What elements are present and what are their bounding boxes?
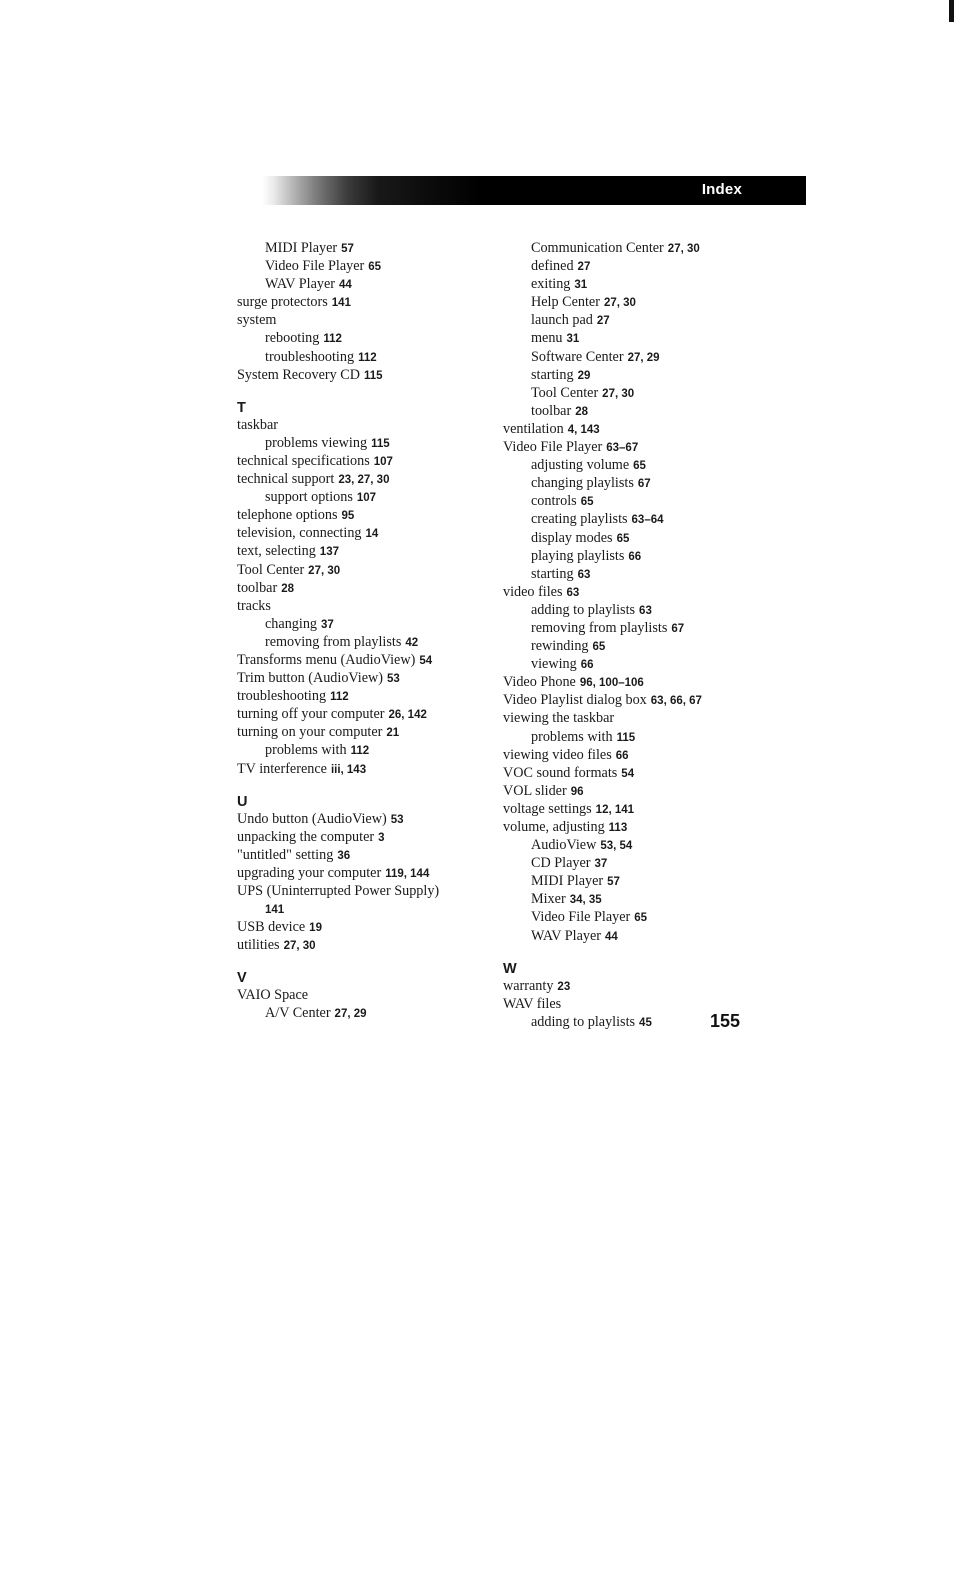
index-subentry: [237, 276, 497, 294]
index-entry: [503, 421, 793, 439]
index-term: Video File Player: [531, 909, 631, 926]
index-term: problems with: [265, 742, 347, 759]
index-page-ref: 57: [607, 876, 620, 889]
index-subentry: [503, 457, 793, 475]
index-entry: [237, 367, 497, 385]
index-term: VOL slider: [503, 782, 567, 799]
index-page-ref: 95: [341, 510, 355, 523]
index-term: unpacking the computer: [237, 828, 375, 845]
index-term: Video File Player: [503, 439, 603, 456]
page-edge-mark: [949, 0, 954, 22]
index-page-ref: 112: [330, 691, 349, 704]
index-term: menu: [531, 330, 563, 347]
index-term: utilities: [237, 937, 280, 954]
index-page-ref: 65: [616, 532, 630, 545]
index-subentry: [503, 566, 793, 584]
index-page-ref: 23: [557, 980, 571, 993]
index-term: adjusting volume: [531, 457, 630, 474]
index-term: surge protectors: [237, 294, 328, 311]
index-page-ref: 65: [634, 912, 648, 925]
index-term: Video Phone: [503, 674, 576, 691]
index-subentry: [237, 435, 497, 453]
index-term: adding to playlists: [531, 601, 636, 618]
index-term: rewinding: [531, 638, 589, 655]
index-term: television, connecting: [237, 525, 362, 542]
index-term: VAIO Space: [237, 987, 309, 1004]
index-page-ref: 65: [368, 261, 382, 274]
index-subentry: [237, 240, 497, 258]
index-term: problems viewing: [265, 434, 368, 451]
index-page-ref: 27, 30: [308, 564, 341, 577]
index-entry: [237, 987, 497, 1005]
index-term: MIDI Player: [265, 240, 338, 256]
index-term: playing playlists: [531, 547, 625, 564]
index-entry: [503, 801, 793, 819]
index-term: MIDI Player: [531, 873, 604, 890]
index-subentry: [503, 475, 793, 493]
index-term: Mixer: [531, 891, 566, 908]
index-subentry: [503, 330, 793, 348]
index-page-ref: 34, 35: [569, 894, 602, 907]
index-term: Video File Player: [265, 258, 365, 275]
index-page-ref: 27, 30: [603, 297, 636, 310]
index-term: WAV files: [503, 995, 562, 1012]
index-subentry: [503, 638, 793, 656]
index-subentry: [503, 258, 793, 276]
index-page-ref: 67: [637, 478, 651, 491]
index-term: Software Center: [531, 348, 624, 365]
index-term: turning off your computer: [237, 706, 385, 723]
index-subentry: [237, 1005, 497, 1023]
index-subentry: [237, 489, 497, 507]
index-page-ref: 54: [419, 654, 433, 667]
index-subentry: [503, 349, 793, 367]
index-page-ref: 27: [596, 315, 610, 328]
index-entry: [237, 670, 497, 688]
index-page-ref: 96: [570, 785, 584, 798]
running-header-title: Index: [701, 181, 742, 198]
index-term: turning on your computer: [237, 724, 383, 741]
index-entry: [503, 674, 793, 692]
index-subentry: [503, 1014, 793, 1032]
index-term: Trim button (AudioView): [237, 670, 384, 687]
index-column-right: [503, 240, 793, 1032]
index-term: system: [237, 312, 277, 329]
index-letter-heading: U: [237, 793, 248, 810]
index-letter-heading: W: [503, 960, 517, 977]
index-term: viewing the taskbar: [503, 710, 615, 727]
index-page-ref: 14: [365, 528, 379, 541]
index-term: AudioView: [531, 837, 597, 854]
index-letter-heading: T: [237, 399, 246, 416]
index-page-ref: 23, 27, 30: [338, 474, 390, 487]
index-page-ref: 27, 30: [602, 387, 635, 400]
index-subentry: [503, 548, 793, 566]
index-entry: [237, 865, 497, 883]
index-entry: [237, 829, 497, 847]
index-page-ref: 21: [386, 727, 400, 740]
index-page-ref: 119, 144: [385, 867, 430, 880]
index-term: WAV Player: [531, 927, 602, 944]
index-page-ref: 37: [321, 618, 334, 631]
index-entry: [237, 507, 497, 525]
index-term: viewing video files: [503, 746, 612, 763]
index-page-ref: 113: [608, 822, 628, 834]
index-entry: [237, 937, 497, 955]
index-term: warranty: [503, 977, 554, 994]
index-term: Transforms menu (AudioView): [237, 651, 416, 668]
running-header-bar: [262, 176, 806, 205]
index-entry: [503, 819, 793, 837]
index-term: VOC sound formats: [503, 764, 618, 781]
index-entry: [503, 692, 793, 710]
index-term: "untitled" setting: [237, 846, 334, 863]
index-subentry: [503, 367, 793, 385]
index-entry: [237, 724, 497, 742]
index-entry: [237, 847, 497, 865]
index-page-ref: 63: [566, 586, 580, 599]
index-page-ref: 63: [577, 568, 591, 581]
index-page-ref: 19: [309, 922, 322, 935]
index-entry: [237, 706, 497, 724]
index-page-ref: 65: [580, 496, 594, 509]
index-term: video files: [503, 583, 563, 600]
index-page-ref: 63, 66, 67: [650, 695, 702, 708]
index-page-ref: 42: [405, 636, 419, 649]
index-term: launch pad: [531, 312, 593, 329]
index-subentry: [503, 240, 793, 258]
index-subentry: [503, 385, 793, 403]
index-page-ref: 27: [577, 261, 591, 274]
index-term: telephone options: [237, 507, 338, 524]
index-subentry: [237, 349, 497, 367]
index-page-ref: 53: [387, 673, 400, 686]
index-page-ref: 31: [574, 279, 588, 292]
index-term: adding to playlists: [531, 1013, 636, 1030]
index-page-ref: 63–67: [606, 442, 639, 455]
index-subentry: [503, 837, 793, 855]
index-entry: [237, 453, 497, 471]
index-subentry: [503, 855, 793, 873]
index-page-ref: 37: [594, 858, 608, 871]
index-term: toolbar: [531, 402, 572, 419]
index-entry: [237, 417, 497, 435]
index-subentry: [503, 511, 793, 529]
index-subentry: [237, 634, 497, 652]
index-subentry: [503, 656, 793, 674]
index-term: rebooting: [265, 330, 320, 347]
index-term: changing playlists: [531, 475, 634, 492]
index-page-ref: 27, 30: [283, 940, 316, 953]
index-term: toolbar: [237, 579, 278, 596]
index-page-ref: 115: [616, 731, 636, 744]
index-page-ref: 112: [350, 745, 370, 758]
index-subentry: [503, 602, 793, 620]
index-entry: [237, 562, 497, 580]
index-term: changing: [265, 615, 318, 632]
index-term: A/V Center: [265, 1005, 331, 1022]
index-page-ref: 115: [363, 369, 383, 382]
index-page-ref: 67: [671, 622, 685, 635]
index-subentry: [237, 742, 497, 760]
index-term: creating playlists: [531, 511, 628, 528]
index-page-ref: 27, 29: [334, 1008, 367, 1021]
index-subentry: [503, 729, 793, 747]
index-page-ref: 65: [633, 460, 646, 473]
index-subentry: [237, 616, 497, 634]
index-page-ref: 137: [319, 546, 339, 559]
index-term: Tool Center: [531, 384, 599, 401]
index-term: troubleshooting: [265, 348, 355, 365]
index-entry: [503, 765, 793, 783]
index-entry: [503, 584, 793, 602]
index-term: Video Playlist dialog box: [503, 692, 647, 709]
index-page-ref: 45: [639, 1016, 652, 1029]
index-term: ventilation: [503, 420, 564, 437]
index-term: UPS (Uninterrupted Power Supply): [237, 883, 440, 899]
page-number: 155: [710, 1011, 741, 1031]
index-entry: [237, 761, 497, 779]
index-letter-heading: V: [237, 970, 247, 987]
index-page-ref: 31: [566, 333, 580, 346]
index-term: Undo button (AudioView): [237, 810, 387, 827]
index-entry: [237, 525, 497, 543]
index-term: display modes: [531, 529, 613, 546]
index-term: CD Player: [531, 855, 591, 872]
index-entry: [237, 294, 497, 312]
index-term: exiting: [531, 276, 571, 293]
index-page-ref: 96, 100–106: [579, 677, 644, 690]
index-subentry: [503, 891, 793, 909]
index-page-ref: 115: [371, 437, 390, 450]
index-page-ref: 63–64: [631, 514, 664, 527]
index-term: Help Center: [531, 294, 600, 311]
index-term: WAV Player: [265, 276, 336, 293]
index-term: support options: [265, 489, 353, 506]
index-term: controls: [531, 493, 577, 510]
index-entry: [503, 978, 793, 996]
index-subentry: [503, 312, 793, 330]
index-term: starting: [531, 366, 574, 383]
index-page-ref: 107: [373, 455, 393, 468]
index-subentry: [503, 493, 793, 511]
index-page-ref: 112: [323, 333, 342, 346]
index-page-ref: 66: [628, 550, 642, 563]
index-term: voltage settings: [503, 800, 592, 817]
index-page-ref: 28: [575, 405, 588, 418]
index-subentry: [503, 276, 793, 294]
index-entry: [237, 543, 497, 561]
index-page-ref: 53, 54: [600, 840, 633, 853]
index-term: starting: [531, 565, 574, 582]
index-page-ref: 65: [592, 641, 606, 654]
index-term: taskbar: [237, 416, 278, 433]
index-term: removing from playlists: [531, 619, 668, 636]
index-term: technical support: [237, 471, 335, 488]
index-subentry: [503, 909, 793, 927]
index-page-ref: 66: [580, 659, 594, 672]
index-term: removing from playlists: [265, 633, 402, 650]
index-entry: [503, 439, 793, 457]
index-page-ref: 141: [331, 297, 351, 310]
index-page-ref: 26, 142: [388, 709, 427, 722]
index-entry: [237, 919, 497, 937]
index-entry: [503, 747, 793, 765]
index-page-ref: 29: [577, 369, 591, 382]
index-term: technical specifications: [237, 452, 370, 469]
index-term: tracks: [237, 597, 271, 614]
index-subentry: [503, 620, 793, 638]
index-entry: [237, 312, 497, 330]
index-subentry: [503, 294, 793, 312]
index-page-ref: 4, 143: [567, 423, 600, 436]
index-entry: [503, 996, 793, 1014]
index-page-ref: 112: [358, 351, 377, 364]
index-term: text, selecting: [237, 543, 316, 560]
index-page-ref: 27, 29: [627, 351, 660, 364]
index-term: troubleshooting: [237, 688, 327, 705]
index-subentry: [503, 403, 793, 421]
index-term: volume, adjusting: [503, 819, 605, 835]
index-term: defined: [531, 258, 574, 275]
index-term: USB device: [237, 919, 306, 936]
index-page-ref: 27, 30: [667, 243, 700, 255]
index-entry: [237, 652, 497, 670]
index-entry: [237, 580, 497, 598]
index-page-ref: 57: [341, 243, 354, 255]
index-term: viewing: [531, 656, 577, 673]
index-entry: [503, 783, 793, 801]
index-column-left: [237, 240, 497, 1024]
index-page-ref: 3: [378, 831, 385, 844]
index-subentry: [237, 901, 497, 919]
index-term: upgrading your computer: [237, 864, 382, 881]
index-page-ref: 141: [265, 904, 285, 917]
index-subentry: [237, 258, 497, 276]
index-entry: [237, 688, 497, 706]
index-page-ref: 63: [639, 604, 652, 617]
index-subentry: [503, 530, 793, 548]
index-subentry: [503, 928, 793, 946]
index-page-ref: 107: [356, 492, 377, 505]
index-term: System Recovery CD: [237, 366, 360, 383]
index-subentry: [503, 873, 793, 891]
index-page-ref: 44: [339, 279, 352, 292]
index-page-ref: 66: [615, 749, 629, 762]
index-page-ref: 44: [605, 930, 618, 943]
index-page-ref: 28: [281, 582, 294, 595]
index-page-ref: 53: [390, 813, 404, 826]
index-page-ref: 36: [337, 849, 351, 862]
index-entry: [237, 811, 497, 829]
index-page-ref: 54: [621, 767, 635, 780]
index-term: TV interference: [237, 760, 327, 777]
index-subentry: [237, 330, 497, 348]
index-term: Tool Center: [237, 561, 305, 578]
index-page-ref: 12, 141: [595, 803, 635, 816]
index-term: problems with: [531, 728, 613, 745]
index-entry: [237, 883, 497, 901]
index-entry: [237, 471, 497, 489]
index-term: Communication Center: [531, 240, 664, 256]
index-page-ref: iii, 143: [330, 763, 367, 776]
index-entry: [503, 710, 793, 728]
index-entry: [237, 598, 497, 616]
